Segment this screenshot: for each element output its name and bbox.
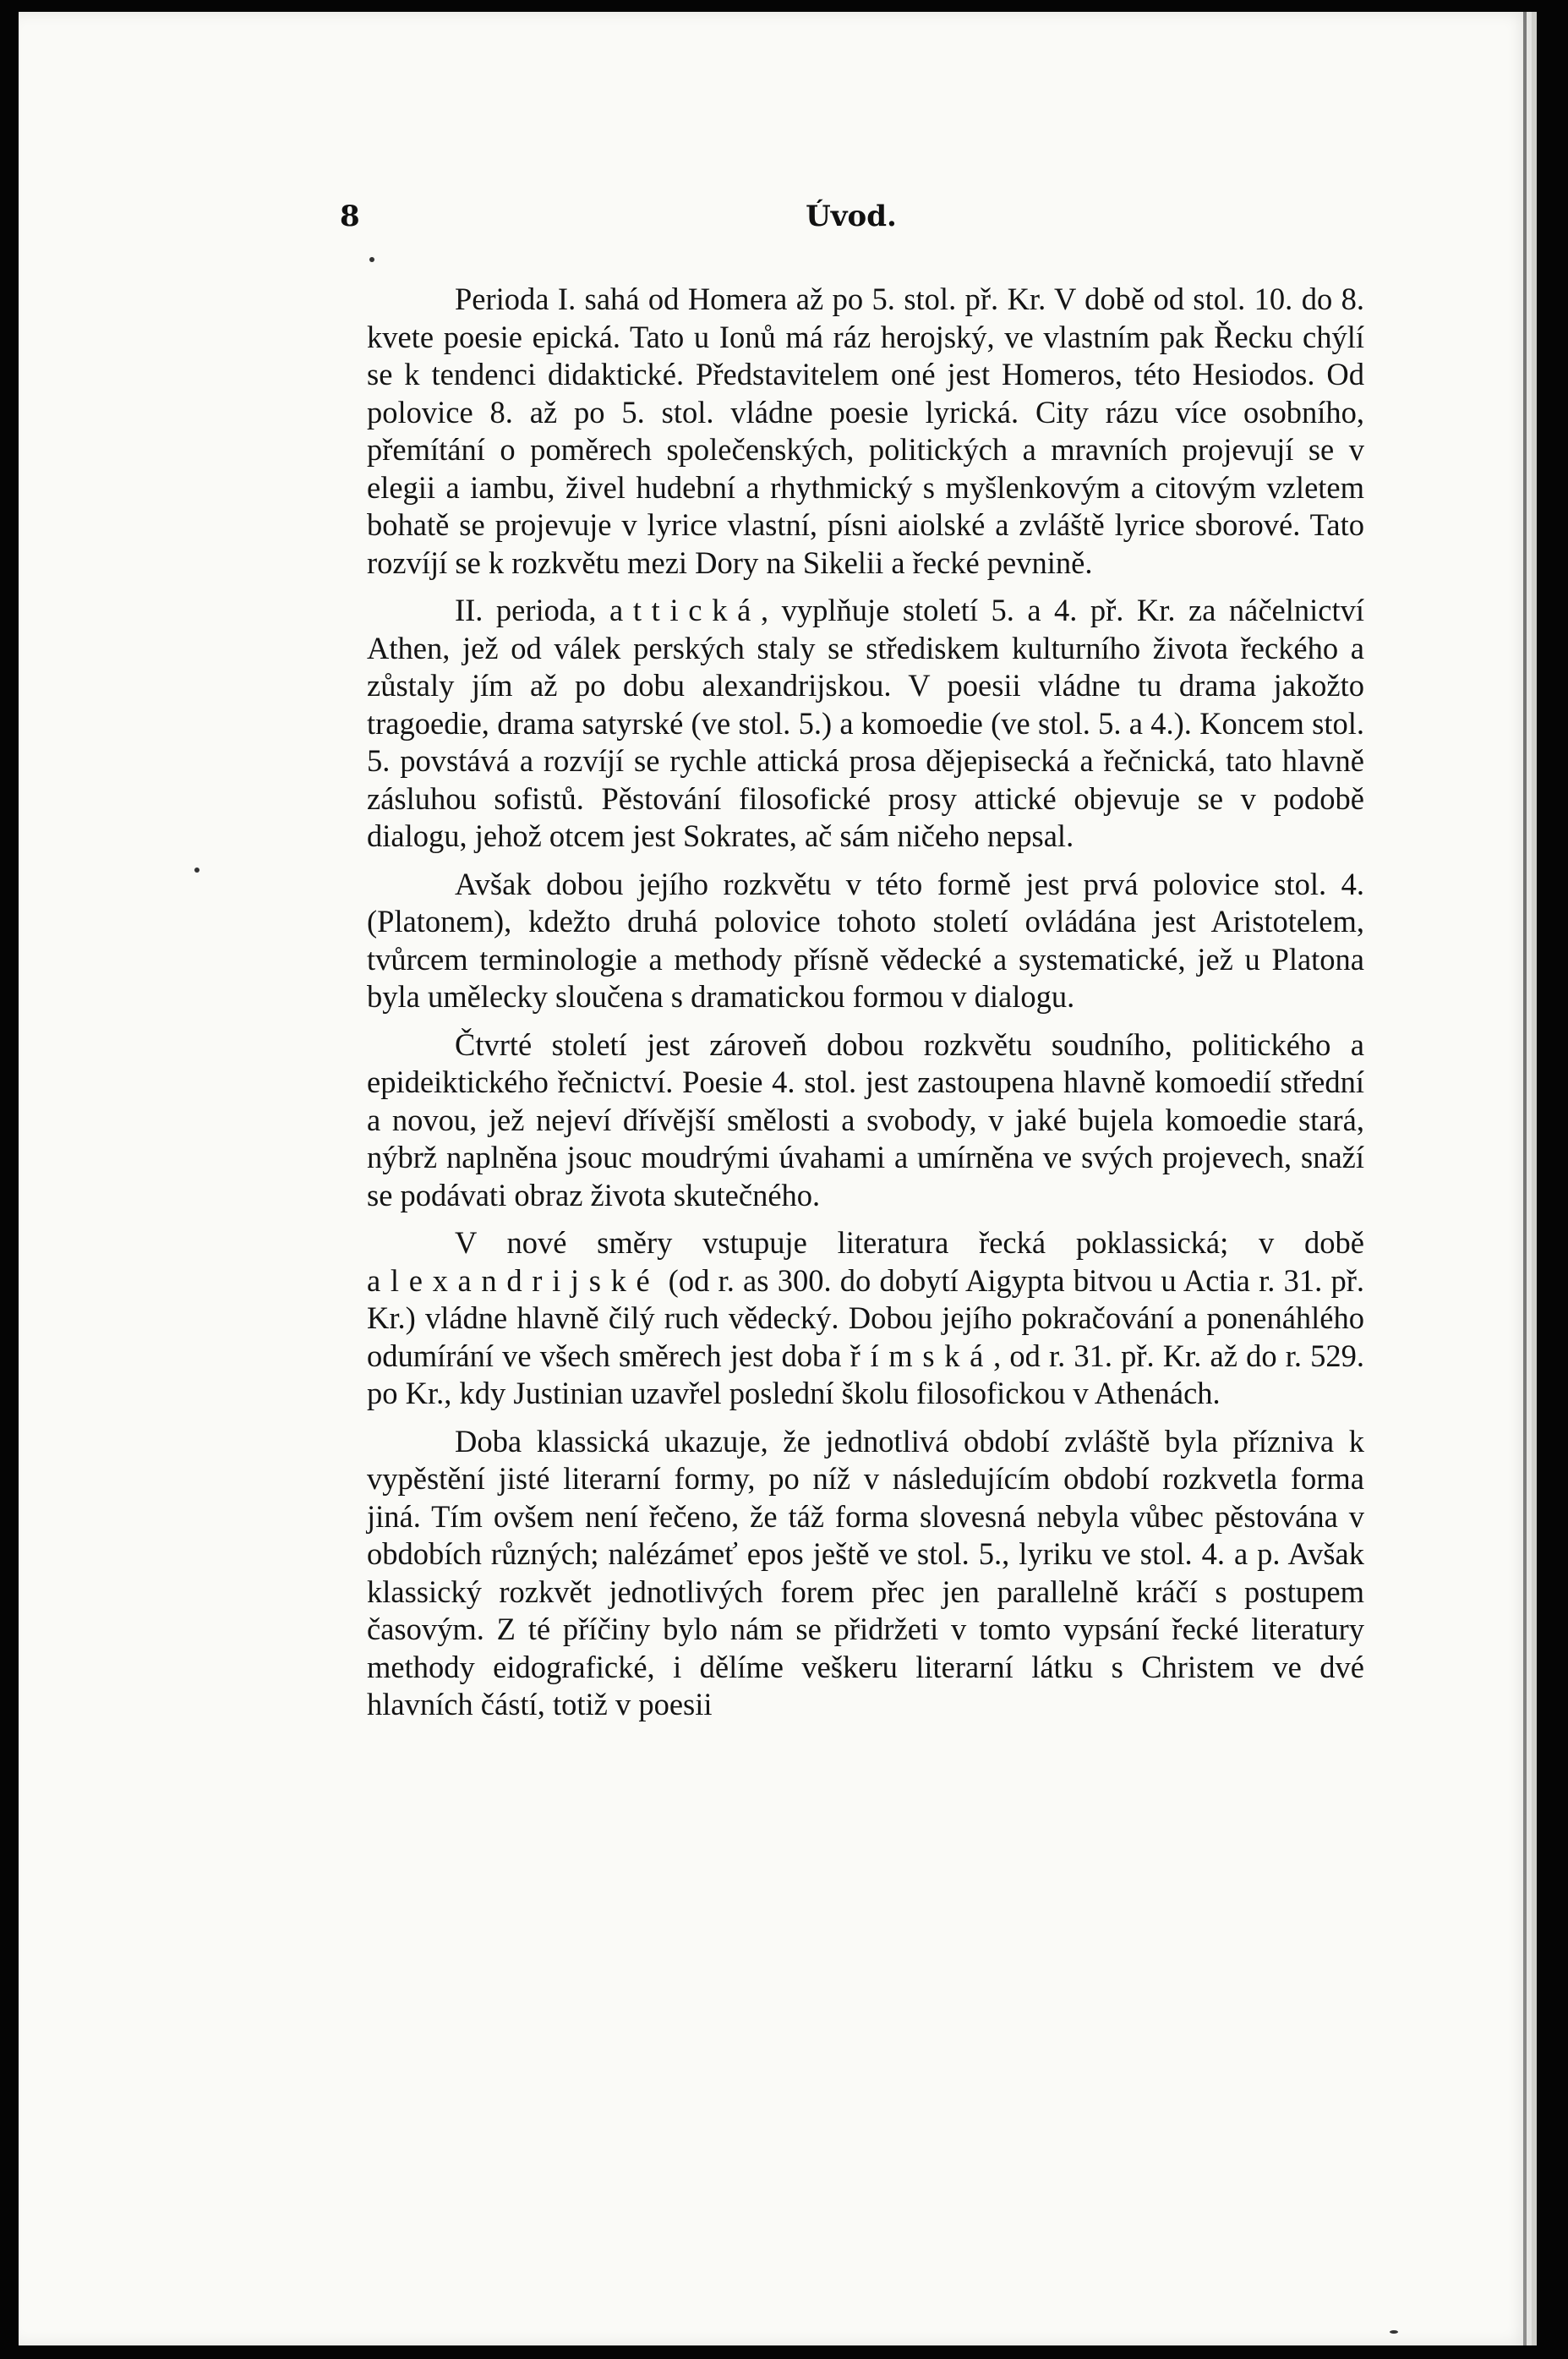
paragraph-text: , od r. 31. př. Kr. až do r. 529. po Kr., kdy Justinian uzavřel poslední školu filosofickou v Athenách. [367,1338,1364,1410]
page-edge-shadow [1523,12,1527,2345]
spaced-term: alexandrijské [367,1262,660,1298]
paragraph [367,1026,1364,1215]
spaced-term: attická [609,593,762,627]
book-page [19,12,1537,2345]
print-speck [1390,2330,1398,2334]
print-speck [194,868,199,873]
paragraph [367,592,1364,856]
paragraph [367,866,1364,1016]
paragraph-text: Doba klassická ukazuje, že jednotlivá období zvláště byla přízniva k vypěstění jisté literarní formy, po níž v následujícím období rozkvetla forma jiná. Tím ovšem není řečeno, že táž forma slovesná nebyla vůbec pěstována v obdobích různých; nalézámeť epos ještě ve stol. 5., lyriku ve stol. 4. a p. Avšak klassický rozkvět jednotlivých forem přec jen parallelně kráčí s postupem časovým. Z té příčiny bylo nám se přidržeti v tomto vypsání řecké literatury methody eidografické, i dělíme veškeru literarní látku s Christem ve dvé hlavních částí, totiž v poesii [367,1423,1364,1721]
paragraph [367,1423,1364,1724]
print-speck [369,257,374,262]
paragraph-text: Perioda I. sahá od Homera až po 5. stol. př. Kr. V době od stol. 10. do 8. kvete poesie epická. Tato u Ionů má ráz herojský, ve vlastním pak Řecku chýlí se k tendenci didaktické. Představitelem oné jest Homeros, této Hesiodos. Od polovice 8. až po 5. stol. vládne poesie lyrická. City rázu více osobního, přemítání o poměrech společenských, politických a mravních projevují se v elegii a iambu, živel hudební a rhythmický s myšlenkovým a citovým vzletem bohatě se projevuje v lyrice vlastní, písni aiolské a zvláště lyrice sborové. Tato rozvíjí se k rozkvětu mezi Dory na Sikelii a řecké pevnině. [367,282,1364,580]
paragraph-text: II. perioda, [455,593,609,627]
body-text [367,281,1364,1734]
paragraph-text: , vyplňuje století 5. a 4. př. Kr. za náčelnictví Athen, jež od válek perských staly se střediskem kulturního života řeckého a zůstaly jím až po dobu alexandrijskou. V poesii vládne tu drama jakožto tragoedie, drama satyrské (ve stol. 5.) a komoedie (ve stol. 5. a 4.). Koncem stol. 5. povstává a rozvíjí se rychle attická prosa dějepisecká a řečnická, tato hlavně zásluhou sofistů. Pěstování filosofické prosy attické objevuje se v podobě dialogu, jehož otcem jest Sokrates, ač sám ničeho nepsal. [367,593,1364,853]
page-header [340,200,1363,250]
spaced-term: římská [850,1338,994,1373]
paragraph [367,1224,1364,1413]
paragraph-text: (od r. as 300. do dobytí Aigypta bitvou u Actia r. 31. př. Kr.) vládne hlavně čilý ruch vědecký. Dobou jejího pokračování a ponenáhlého odumírání ve všech směrech jest doba [367,1262,1364,1373]
paragraph-text: Čtvrté století jest zároveň dobou rozkvětu soudního, politického a epideiktického řečnictví. Poesie 4. stol. jest zastoupena hlavně komoedií střední a novou, jež nejeví dřívější smělosti a svobody, v jaké bujela komoedie stará, nýbrž naplněna jsouc moudrými úvahami a umírněna ve svých projevech, snaží se podávati obraz života skutečného. [367,1026,1364,1212]
paragraph [367,281,1364,582]
running-title: Úvod. [806,200,897,233]
page-number: 8 [340,200,360,233]
paragraph-text: Avšak dobou jejího rozkvětu v této formě jest prvá polovice stol. 4. (Platonem), kdežto druhá polovice tohoto století ovládána jest Aristotelem, tvůrcem terminologie a methody přísně vědecké a systematické, jež u Platona byla umělecky sloučena s dramatickou formou v dialogu. [367,866,1364,1014]
paragraph-text: V nové směry vstupuje literatura řecká poklassická; v době [455,1225,1364,1260]
